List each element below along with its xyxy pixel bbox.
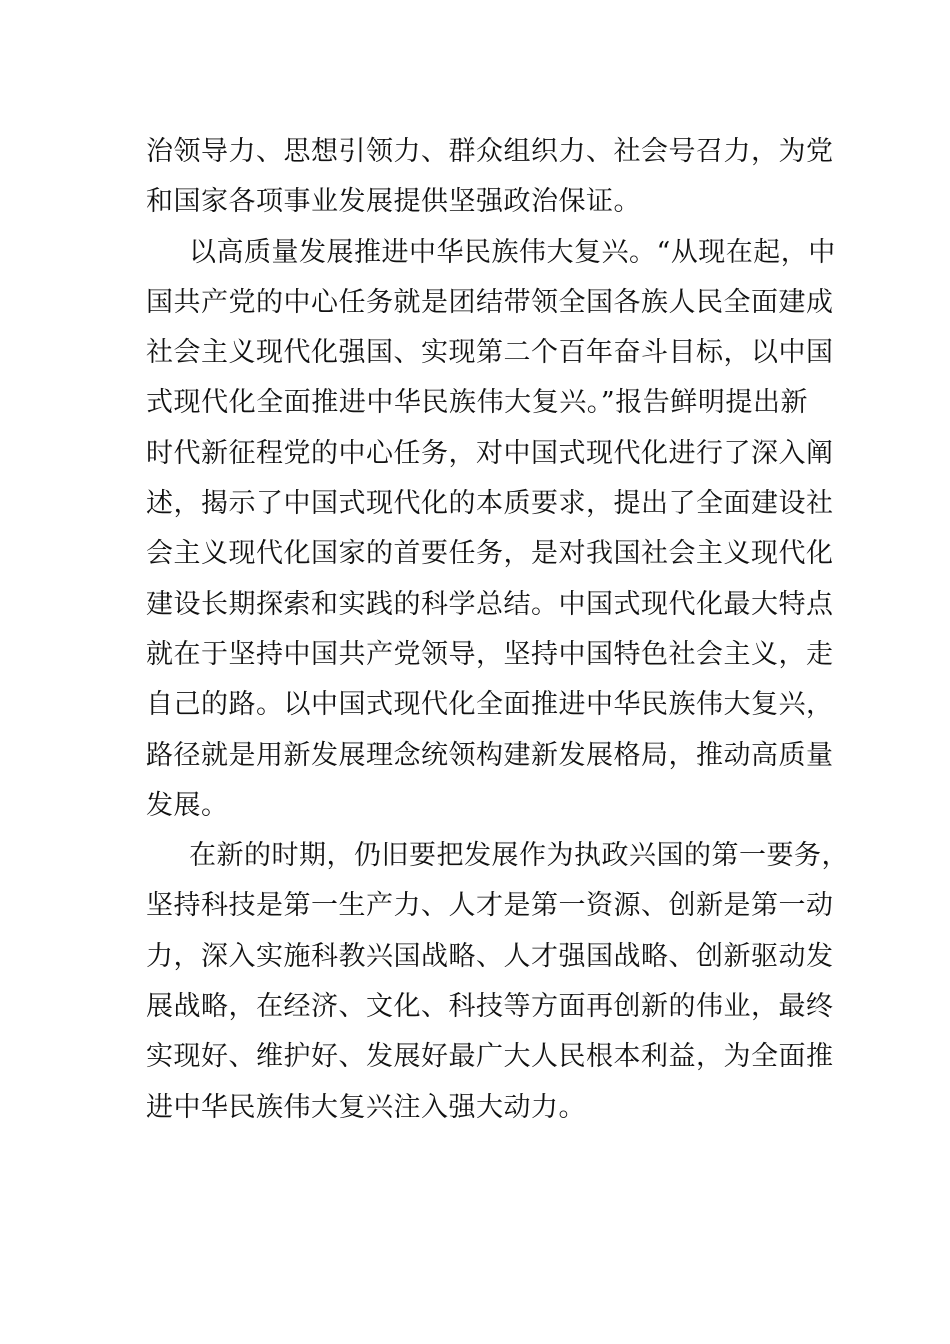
text-line: 建设长期探索和实践的科学总结。中国式现代化最大特点 [146, 588, 834, 620]
text-line: 国共产党的中心任务就是团结带领全国各族人民全面建成 [146, 286, 834, 318]
text-line: 发展。 [146, 789, 229, 821]
text-line: 实现好、维护好、发展好最广大人民根本利益，为全面推 [146, 1041, 834, 1073]
text-line: 社会主义现代化强国、实现第二个百年奋斗目标，以中国 [146, 337, 834, 369]
text-line: 力，深入实施科教兴国战略、人才强国战略、创新驱动发 [146, 940, 834, 972]
text-line: 就在于坚持中国共产党领导，坚持中国特色社会主义，走 [146, 638, 834, 670]
paragraph-start-line: 在新的时期，仍旧要把发展作为执政兴国的第一要务， [189, 840, 849, 872]
text-line: 治领导力、思想引领力、群众组织力、社会号召力，为党 [146, 136, 834, 167]
text-line: 展战略，在经济、文化、科技等方面再创新的伟业，最终 [146, 991, 834, 1023]
text-line: 路径就是用新发展理念统领构建新发展格局，推动高质量 [146, 739, 834, 771]
text-line: 进中华民族伟大复兴注入强大动力。 [146, 1091, 586, 1123]
text-line: 自己的路。以中国式现代化全面推进中华民族伟大复兴， [146, 689, 834, 721]
text-line: 述，揭示了中国式现代化的本质要求，提出了全面建设社 [146, 488, 834, 520]
text-line: 坚持科技是第一生产力、人才是第一资源、创新是第一动 [146, 890, 834, 922]
text-line: 和国家各项事业发展提供坚强政治保证。 [146, 186, 641, 218]
text-line: 会主义现代化国家的首要任务，是对我国社会主义现代化 [146, 538, 834, 570]
text-line: 时代新征程党的中心任务，对中国式现代化进行了深入阐 [146, 437, 834, 469]
body-text [146, 127, 849, 1133]
paragraph-start-line: 以高质量发展推进中华民族伟大复兴。“从现在起，中 [189, 236, 836, 268]
text-line: 式现代化全面推进中华民族伟大复兴。”报告鲜明提出新 [146, 387, 808, 419]
